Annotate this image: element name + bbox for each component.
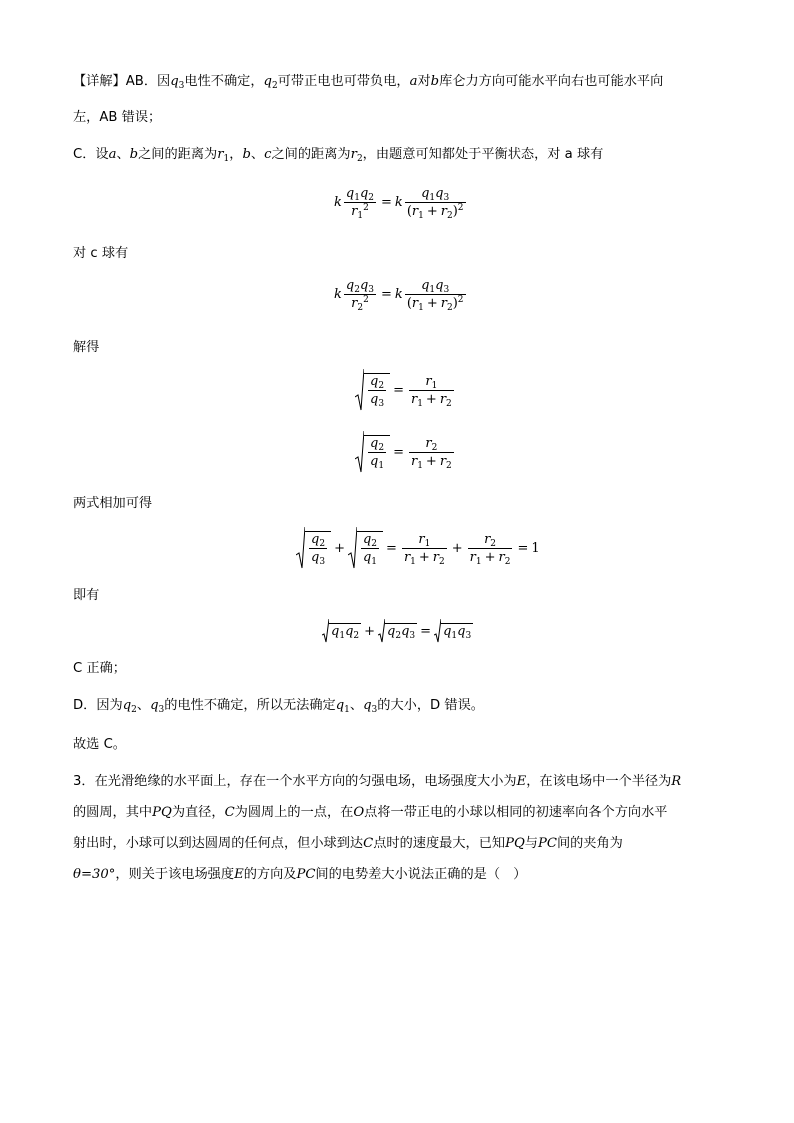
equation-1: k $\frac{q_1q_2}{r_1^2}$ = k $\frac{q_1q_3}{(r_1 + r_2)^2}$ xyxy=(334,186,464,221)
question-3-line-4: θ=30°，则关于该电场强度E的方向及PC间的电势差大小说法正确的是（ ） xyxy=(73,867,527,882)
detail-line-1: 【详解】AB．因$q_3$电性不确定，$q_2$可带正电也可带负电，a对b库仑力方向可能水平向右也可能水平向 xyxy=(73,74,664,91)
question-3-line-2: 的圆周，其中PQ为直径，C为圆周上的一点，在O点将一带正电的小球以相同的初速率向各个方向水平 xyxy=(73,805,668,820)
detail-bracket: 【详解】 xyxy=(73,74,126,89)
sqrt-sign: $\frac{q_2}{q_3}$ xyxy=(355,369,390,411)
option-d-line: D．因为$q_2$、$q_3$的电性不确定，所以无法确定$q_1$、$q_3$的大小，D 错误。 xyxy=(73,698,484,715)
equation-2: k $\frac{q_2q_3}{r_2^2}$ = k $\frac{q_1q_3}{(r_1 + r_2)^2}$ xyxy=(334,278,464,313)
detail-line-2: 左，AB 错误； xyxy=(73,110,162,125)
equation-6: $q_1q_2$ + $q_2q_3$ = $q_1q_3$ xyxy=(322,619,473,643)
question-3-line-1: 3．在光滑绝缘的水平面上，存在一个水平方向的匀强电场，电场强度大小为E，在该电场中一个半径为R xyxy=(73,774,682,789)
answer-line: 故选 C。 xyxy=(73,737,126,752)
c-correct-line: C 正确； xyxy=(73,661,126,676)
for-c-ball-line: 对 c 球有 xyxy=(73,246,129,261)
sqrt-sign: $\frac{q_2}{q_1}$ xyxy=(355,431,390,473)
then-line: 即有 xyxy=(73,588,100,603)
option-c-line: C．设a、b之间的距离为$r_1$，b、c之间的距离为$r_2$，由题意可知都处于平衡状态，对 a 球有 xyxy=(73,147,604,164)
add-line: 两式相加可得 xyxy=(73,496,153,511)
question-3-line-3: 射出时，小球可以到达圆周的任何点，但小球到达C点时的速度最大，已知PQ与PC间的夹角为 xyxy=(73,836,623,851)
solve-line: 解得 xyxy=(73,340,100,355)
equation-5: $\frac{q_2}{q_3}$ + $\frac{q_2}{q_1}$ = $\frac{r_1}{r_1 + r_2}$ + $\frac{r_2}{r_1 + r_2}$ = 1 xyxy=(296,527,540,569)
equation-3: $\frac{q_2}{q_3}$ = $\frac{r_1}{r_1 + r_2}$ xyxy=(355,369,456,411)
equation-4: $\frac{q_2}{q_1}$ = $\frac{r_2}{r_1 + r_2}$ xyxy=(355,431,456,473)
